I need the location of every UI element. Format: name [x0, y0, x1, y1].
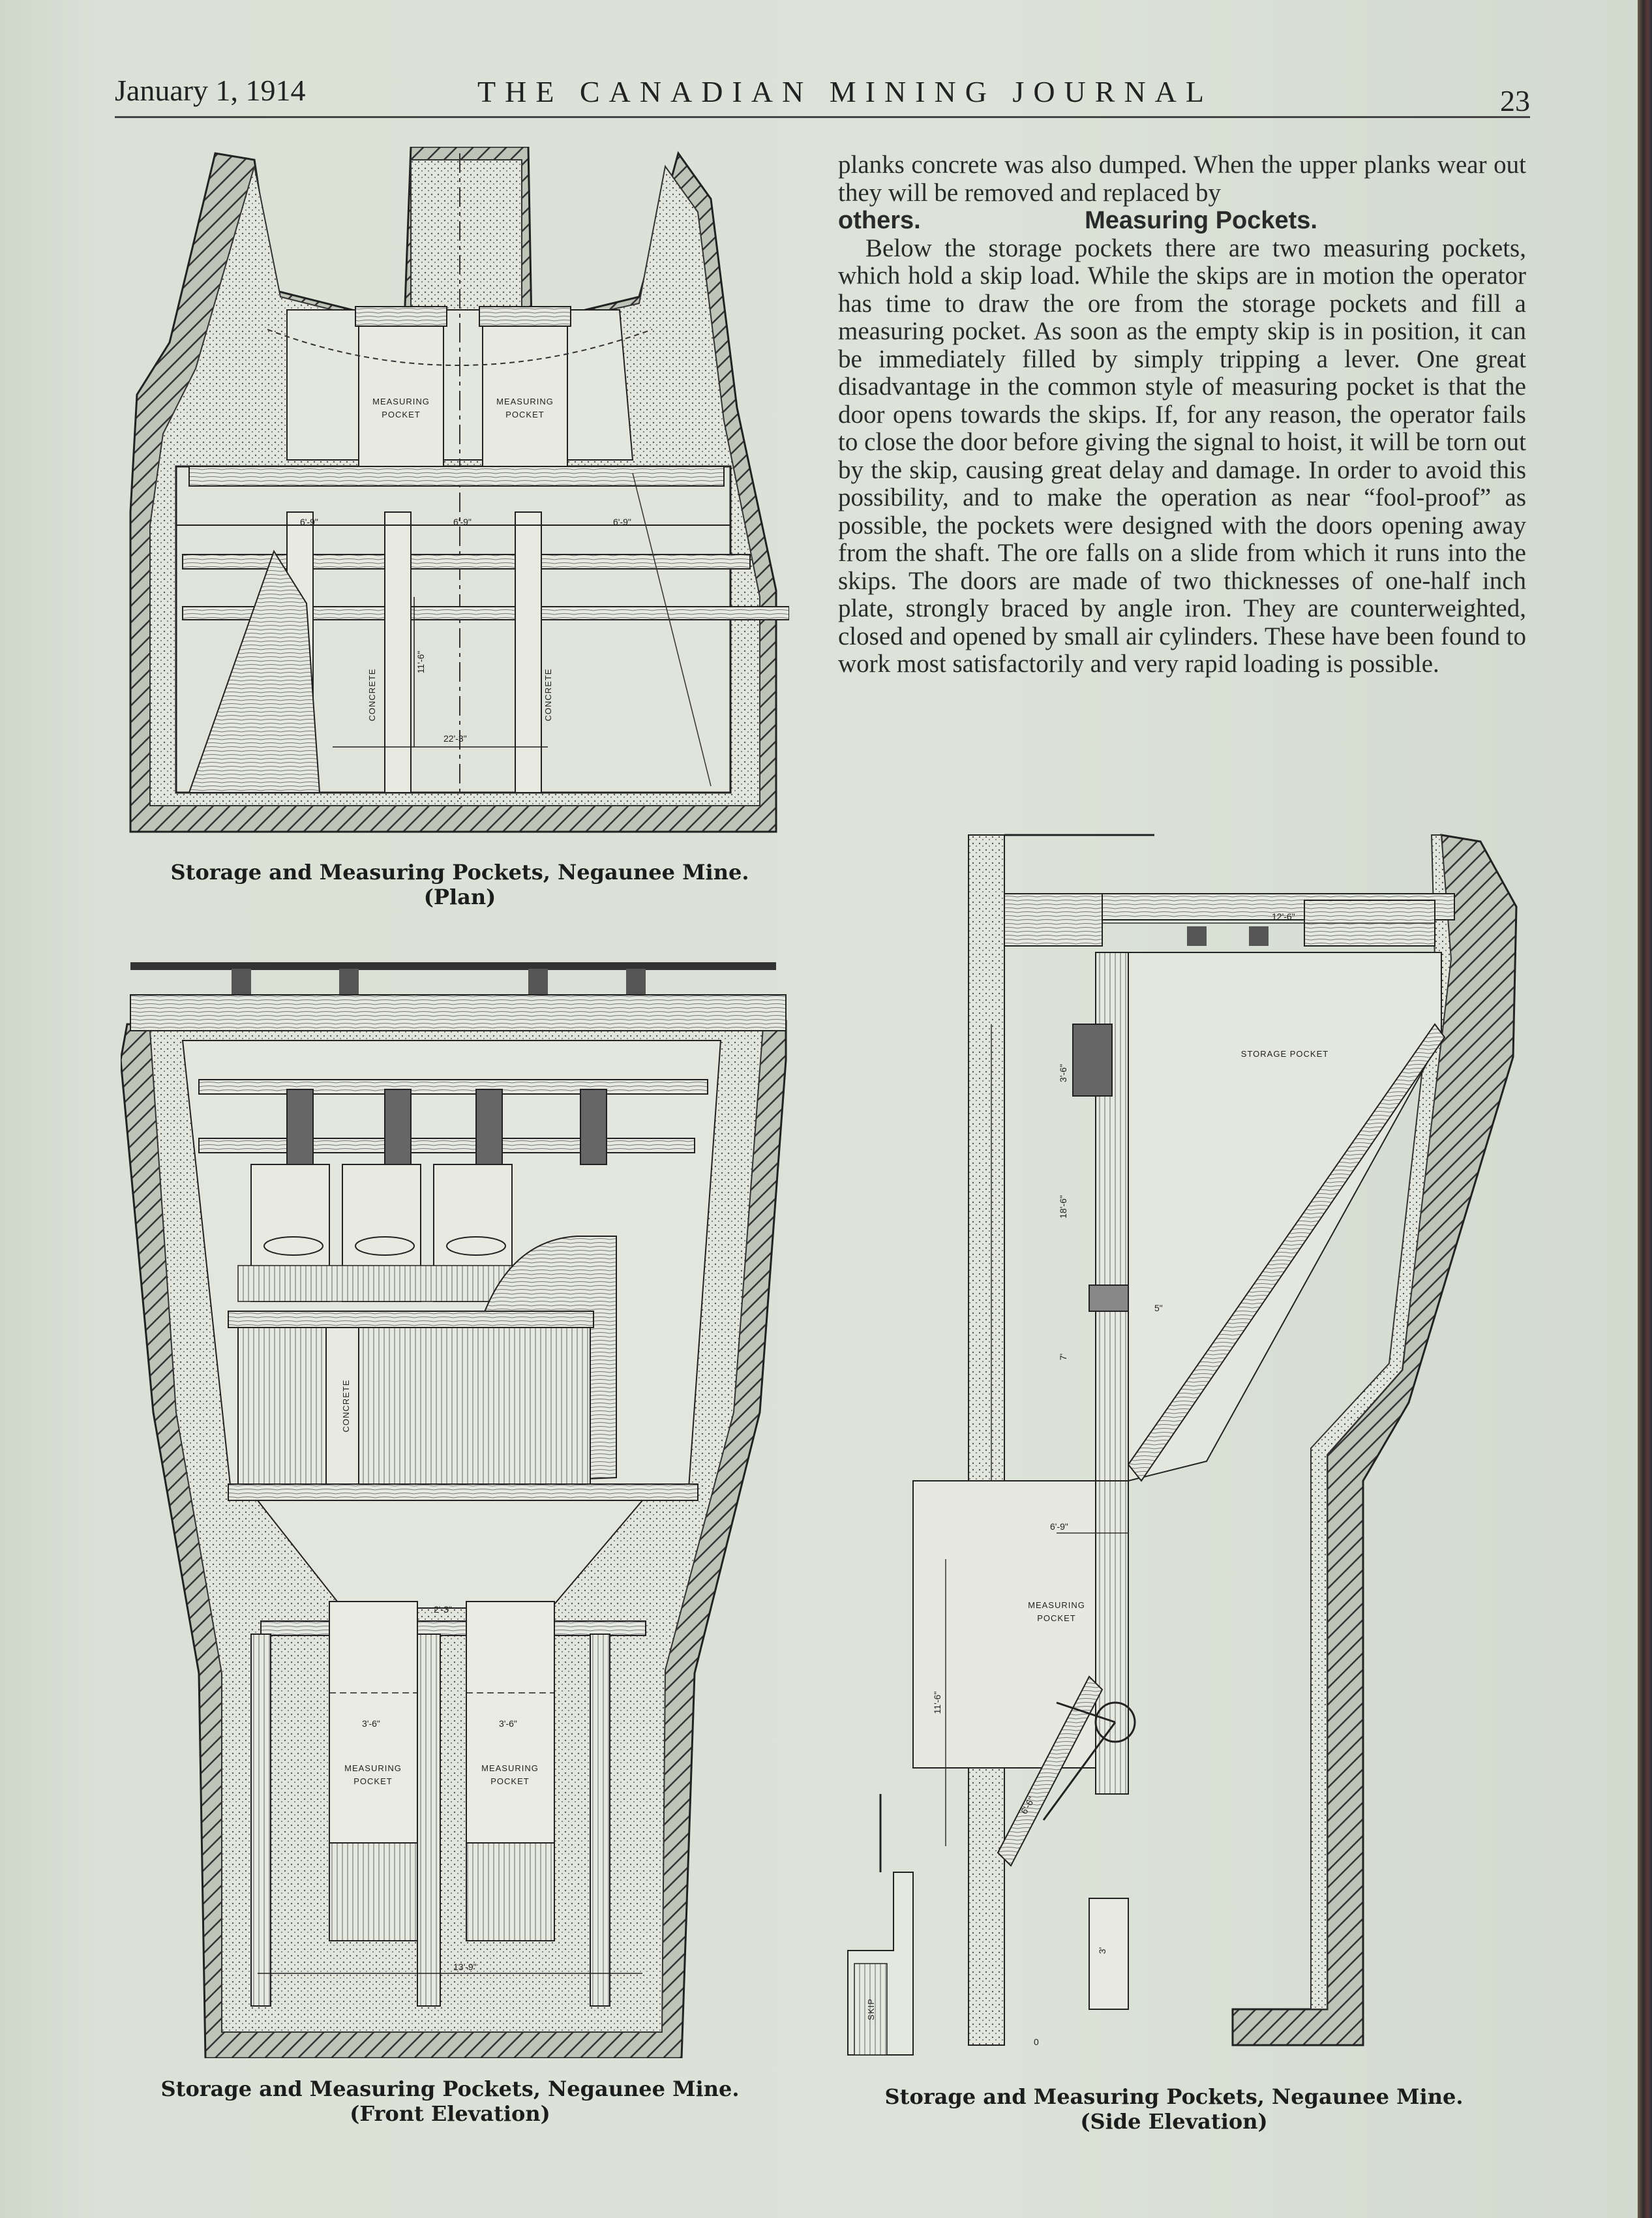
- side-dim-3: 3': [1097, 1947, 1107, 1954]
- plan-dim-right: 6'-9": [613, 517, 631, 527]
- page-number: 23: [1500, 84, 1530, 117]
- side-label-storage-pocket: STORAGE POCKET: [1240, 1049, 1329, 1059]
- side-label-pocket-1: MEASURING: [1028, 1600, 1085, 1610]
- paragraph-continued: planks concrete was also dumped. When the upper planks wear out they will be removed and replaced by: [838, 151, 1526, 207]
- measuring-pocket-right-box: [483, 310, 567, 466]
- caption-side-line1: Storage and Measuring Pockets, Negaunee Mine.: [884, 2084, 1464, 2109]
- front-dim-left: 3'-6": [362, 1718, 380, 1729]
- front-label-pocket-left-2: POCKET: [353, 1776, 393, 1786]
- front-top-deck: [130, 995, 786, 1031]
- header-date: January 1, 1914: [115, 74, 306, 107]
- article-text: [838, 151, 1526, 678]
- plan-label-pocket-right-1: MEASURING: [496, 397, 554, 406]
- paragraph-end-word: others.: [838, 207, 921, 234]
- side-label-zero: 0: [1034, 2037, 1039, 2047]
- front-dim-width: 13'-9": [453, 1962, 477, 1972]
- caption-side-elevation: [838, 2084, 1510, 2134]
- caption-side-line2: (Side Elevation): [1080, 2109, 1268, 2134]
- plan-dim-left: 6'-9": [300, 517, 318, 527]
- caption-front-elevation: [104, 2076, 796, 2126]
- figure-front-elevation: [121, 956, 792, 2058]
- subheading-line: [838, 207, 1526, 235]
- side-dim-6-6: 6'-6": [1018, 1795, 1037, 1816]
- plan-dim-mid: 6'-9": [453, 517, 472, 527]
- side-dim-11-6: 11'-6": [932, 1691, 942, 1714]
- plan-drawing: [124, 147, 789, 835]
- caption-plan-line2: (Plan): [423, 885, 496, 909]
- side-elevation-drawing: [841, 828, 1526, 2061]
- side-dim-7: 7': [1058, 1353, 1068, 1361]
- side-dim-top: 12'-6": [1272, 911, 1295, 922]
- side-dim-3-6: 3'-6": [1058, 1064, 1068, 1082]
- figure-plan: [124, 147, 789, 835]
- plan-dim-height: 11'-6": [415, 650, 426, 674]
- plan-label-pocket-left-1: MEASURING: [372, 397, 430, 406]
- paragraph-measuring-pockets: Below the storage pockets there are two measuring pockets, which hold a skip load. While the skips are in motion the operator has time to draw the ore from the storage pockets and fill a measuring pocket. As soon as the empty skip is in position, it can be immediately filled by simply tripping a lever. One great disadvantage in the common style of measuring pocket is that the door opens towards the skips. If, for any reason, the operator fails to close the door before giving the signal to hoist, it will be torn out by the skip, causing great delay and damage. In order to avoid this possibility, and to make the operation as near “fool-proof” as possible, the pockets were designed with the doors opening away from the shaft. The ore falls on a slide from which it runs into the skips. The doors are made of two thicknesses of one-half inch plate, strongly braced by angle iron. They are counterweighted, closed and opened by small air cylinders. These have been found to work most satisfactorily and very rapid loading is possible.: [838, 234, 1526, 678]
- measuring-pocket-left-box: [359, 310, 443, 466]
- side-shaft-wall: [969, 835, 1004, 2045]
- front-label-concrete: CONCRETE: [341, 1379, 351, 1433]
- plan-label-pocket-right-2: POCKET: [505, 410, 545, 419]
- plan-dim-width: 22'-3": [443, 733, 467, 744]
- plan-label-concrete-left: CONCRETE: [367, 668, 377, 722]
- side-label-pocket-2: POCKET: [1037, 1613, 1076, 1623]
- front-elevation-drawing: [121, 956, 792, 2058]
- front-label-pocket-right-2: POCKET: [490, 1776, 530, 1786]
- side-label-skip: SKIP: [866, 1998, 876, 2020]
- front-label-pocket-right-1: MEASURING: [481, 1763, 539, 1773]
- book-binding-edge: [1638, 0, 1652, 2218]
- side-dim-5: 5": [1154, 1303, 1163, 1313]
- section-subheading: Measuring Pockets.: [1085, 207, 1317, 234]
- caption-plan: [117, 860, 802, 909]
- plan-label-concrete-right: CONCRETE: [543, 668, 553, 722]
- side-dim-6-9: 6'-9": [1050, 1521, 1068, 1532]
- plan-label-pocket-left-2: POCKET: [382, 410, 421, 419]
- caption-front-line1: Storage and Measuring Pockets, Negaunee Mine.: [160, 2076, 740, 2101]
- running-header: [115, 70, 1530, 118]
- journal-title: THE CANADIAN MINING JOURNAL: [477, 75, 1213, 108]
- caption-front-line2: (Front Elevation): [350, 2101, 550, 2126]
- caption-plan-line1: Storage and Measuring Pockets, Negaunee Mine.: [170, 860, 749, 885]
- front-dim-right: 3'-6": [499, 1718, 517, 1729]
- side-dim-18-6: 18'-6": [1058, 1195, 1068, 1219]
- front-label-pocket-left-1: MEASURING: [344, 1763, 402, 1773]
- figure-side-elevation: [841, 828, 1526, 2061]
- front-dim-gap: 2'-3": [434, 1604, 452, 1615]
